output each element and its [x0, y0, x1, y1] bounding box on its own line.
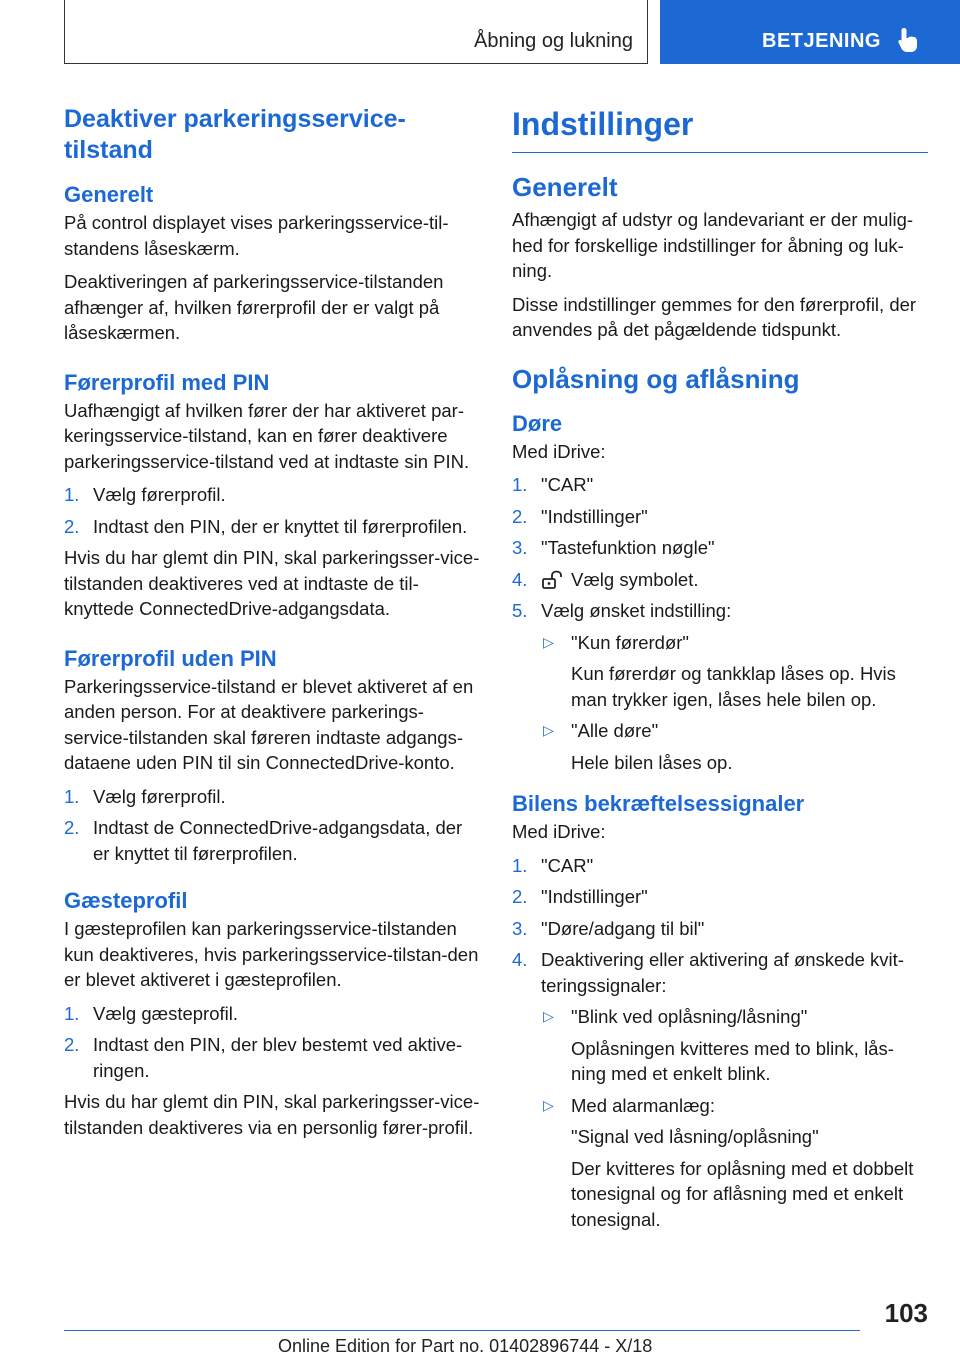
- step-text: "Indstillinger": [541, 505, 648, 527]
- option-description: "Signal ved låsning/oplåsning": [571, 1126, 819, 1147]
- paragraph: Parkeringsservice-tilstand er blevet aktiveret af en anden person. For at deaktivere parkerings-service-tilstanden skal føreren indtaste adgangs-dataene uden PIN til sin ConnectedDrive-konto.: [64, 675, 474, 773]
- hand-pointer-icon: [896, 26, 920, 54]
- step-text: Deaktivering eller aktivering af ønskede kvit-teringssignaler:: [541, 949, 904, 996]
- list-item: [512, 853, 928, 879]
- list-item: [512, 567, 928, 593]
- header-section-box: [64, 0, 648, 64]
- list-item: [64, 514, 480, 540]
- option-description: Kun førerdør og tankklap låses op. Hvis man trykker igen, låses hele bilen op.: [571, 663, 896, 710]
- step-text: Vælg førerprofil.: [93, 785, 226, 807]
- paragraph: Med iDrive:: [512, 821, 606, 842]
- left-section-no-pin-heading: Førerprofil uden PIN: [64, 645, 277, 671]
- step-text: Indtast den PIN, der er knyttet til førerprofilen.: [93, 515, 468, 537]
- left-section-pin-heading: Førerprofil med PIN: [64, 369, 270, 395]
- option-list: [541, 630, 928, 776]
- step-text: "Indstillinger": [541, 886, 648, 907]
- option-label: "Alle døre": [571, 720, 659, 741]
- right-page-title: Indstillinger: [512, 104, 928, 153]
- option-item: [541, 718, 928, 775]
- option-description: Oplåsningen kvitteres med to blink, lås-ning med et enkelt blink.: [571, 1037, 894, 1084]
- list-item: [64, 784, 480, 810]
- footer-divider: [64, 1330, 860, 1331]
- list-item: [64, 482, 480, 508]
- step-list: [64, 1001, 480, 1084]
- unlock-icon: [541, 570, 563, 590]
- paragraph: I gæsteprofilen kan parkeringsservice-tilstanden kun deaktiveres, hvis parkeringsservice-tilstan-den er blevet aktiveret i gæsteprofilen.: [64, 918, 479, 990]
- right-section-general-heading: Generelt: [512, 172, 618, 202]
- footer-edition: Online Edition for Part no. 01402896744 - X/18: [278, 1336, 653, 1356]
- step-list: [64, 482, 480, 539]
- step-number: 1.: [64, 484, 80, 505]
- right-column: [512, 100, 928, 1238]
- paragraph: Deaktiveringen af parkeringsservice-tilstanden afhænger af, hvilken førerprofil der er valgt på låseskærmen.: [64, 271, 444, 343]
- option-description: Der kvitteres for oplåsning med et dobbelt tonesignal og for aflåsning med et enkelt tonesignal.: [571, 1157, 914, 1230]
- step-list: [512, 853, 928, 1233]
- step-number: 3.: [512, 537, 528, 558]
- doors-heading: Døre: [512, 410, 563, 436]
- list-item: [512, 947, 928, 1232]
- step-number: 2.: [64, 817, 80, 838]
- step-number: 2.: [512, 505, 528, 527]
- list-item: [512, 884, 928, 910]
- step-text: Vælg førerprofil.: [93, 484, 226, 505]
- option-description: Hele bilen låses op.: [571, 751, 733, 773]
- option-item: [541, 630, 928, 713]
- step-number: 1.: [64, 785, 80, 807]
- step-list: [64, 784, 480, 867]
- list-item: [64, 1032, 480, 1083]
- step-number: 1.: [64, 1002, 80, 1024]
- triangle-bullet-icon: ▷: [543, 633, 554, 650]
- step-number: 4.: [512, 949, 528, 970]
- step-number: 2.: [512, 886, 528, 907]
- step-text: Indtast den PIN, der blev bestemt ved aktive-ringen.: [93, 1034, 463, 1081]
- list-item: [64, 815, 480, 866]
- step-number: 3.: [512, 917, 528, 939]
- triangle-bullet-icon: ▷: [543, 1096, 554, 1113]
- option-list: [541, 1004, 928, 1232]
- option-item: [541, 1093, 928, 1233]
- paragraph: Afhængigt af udstyr og landevariant er der mulig-hed for forskellige indstillinger for åbning og luk-ning.: [512, 209, 914, 281]
- step-number: 5.: [512, 600, 528, 621]
- step-text: Vælg ønsket indstilling:: [541, 600, 732, 621]
- header-chapter-title: BETJENING: [762, 30, 881, 52]
- header-chapter-tab: [660, 0, 960, 64]
- step-number: 4.: [512, 568, 528, 590]
- paragraph: På control displayet vises parkeringsservice-til-standens låseskærm.: [64, 212, 449, 259]
- left-column: [64, 100, 480, 1140]
- confirmation-signals-heading: Bilens bekræftelsessignaler: [512, 791, 805, 816]
- triangle-bullet-icon: ▷: [543, 722, 554, 738]
- left-page-title: Deaktiver parkeringsservice-tilstand: [64, 105, 406, 164]
- list-item: [512, 916, 928, 942]
- paragraph: Med iDrive:: [512, 440, 606, 462]
- list-item: [512, 472, 928, 498]
- left-section-guest-heading: Gæsteprofil: [64, 888, 188, 913]
- step-text: "Døre/adgang til bil": [541, 917, 705, 939]
- step-text: "Tastefunktion nøgle": [541, 537, 715, 558]
- paragraph: Hvis du har glemt din PIN, skal parkeringsser-vice-tilstanden deaktiveres ved at indtaste de til-knyttede ConnectedDrive-adgangsdata.: [64, 547, 480, 619]
- header-section-title: Åbning og lukning: [473, 30, 633, 52]
- step-number: 2.: [64, 1034, 80, 1055]
- list-item: [512, 598, 928, 775]
- paragraph: Hvis du har glemt din PIN, skal parkeringsser-vice-tilstanden deaktiveres via en personlig fører-profil.: [64, 1091, 480, 1138]
- list-item: [512, 535, 928, 561]
- list-item: [512, 504, 928, 530]
- option-label: Med alarmanlæg:: [571, 1094, 715, 1116]
- step-number: 1.: [512, 854, 528, 876]
- step-text: "CAR": [541, 854, 594, 876]
- step-text: Indtast de ConnectedDrive-adgangsdata, der er knyttet til førerprofilen.: [93, 817, 463, 864]
- step-text: Vælg gæsteprofil.: [93, 1002, 238, 1024]
- option-item: [541, 1004, 928, 1087]
- paragraph: Disse indstillinger gemmes for den førerprofil, der anvendes på det pågældende tidspunkt.: [512, 293, 917, 340]
- step-number: 2.: [64, 515, 80, 537]
- triangle-bullet-icon: ▷: [543, 1008, 554, 1024]
- page-number: 103: [884, 1298, 928, 1328]
- paragraph: Uafhængigt af hvilken fører der har aktiveret par-keringsservice-tilstand, kan en fører deaktivere parkeringsservice-tilstand ved at indtaste sin PIN.: [64, 399, 470, 472]
- step-text: "CAR": [541, 474, 594, 495]
- option-label: "Blink ved oplåsning/låsning": [571, 1006, 808, 1027]
- option-label: "Kun førerdør": [571, 631, 689, 653]
- step-text: Vælg symbolet.: [571, 568, 699, 590]
- step-number: 1.: [512, 474, 528, 495]
- step-list: [512, 472, 928, 775]
- list-item: [64, 1001, 480, 1027]
- left-section-general-heading: Generelt: [64, 182, 154, 207]
- right-section-locking-heading: Oplåsning og aflåsning: [512, 363, 800, 394]
